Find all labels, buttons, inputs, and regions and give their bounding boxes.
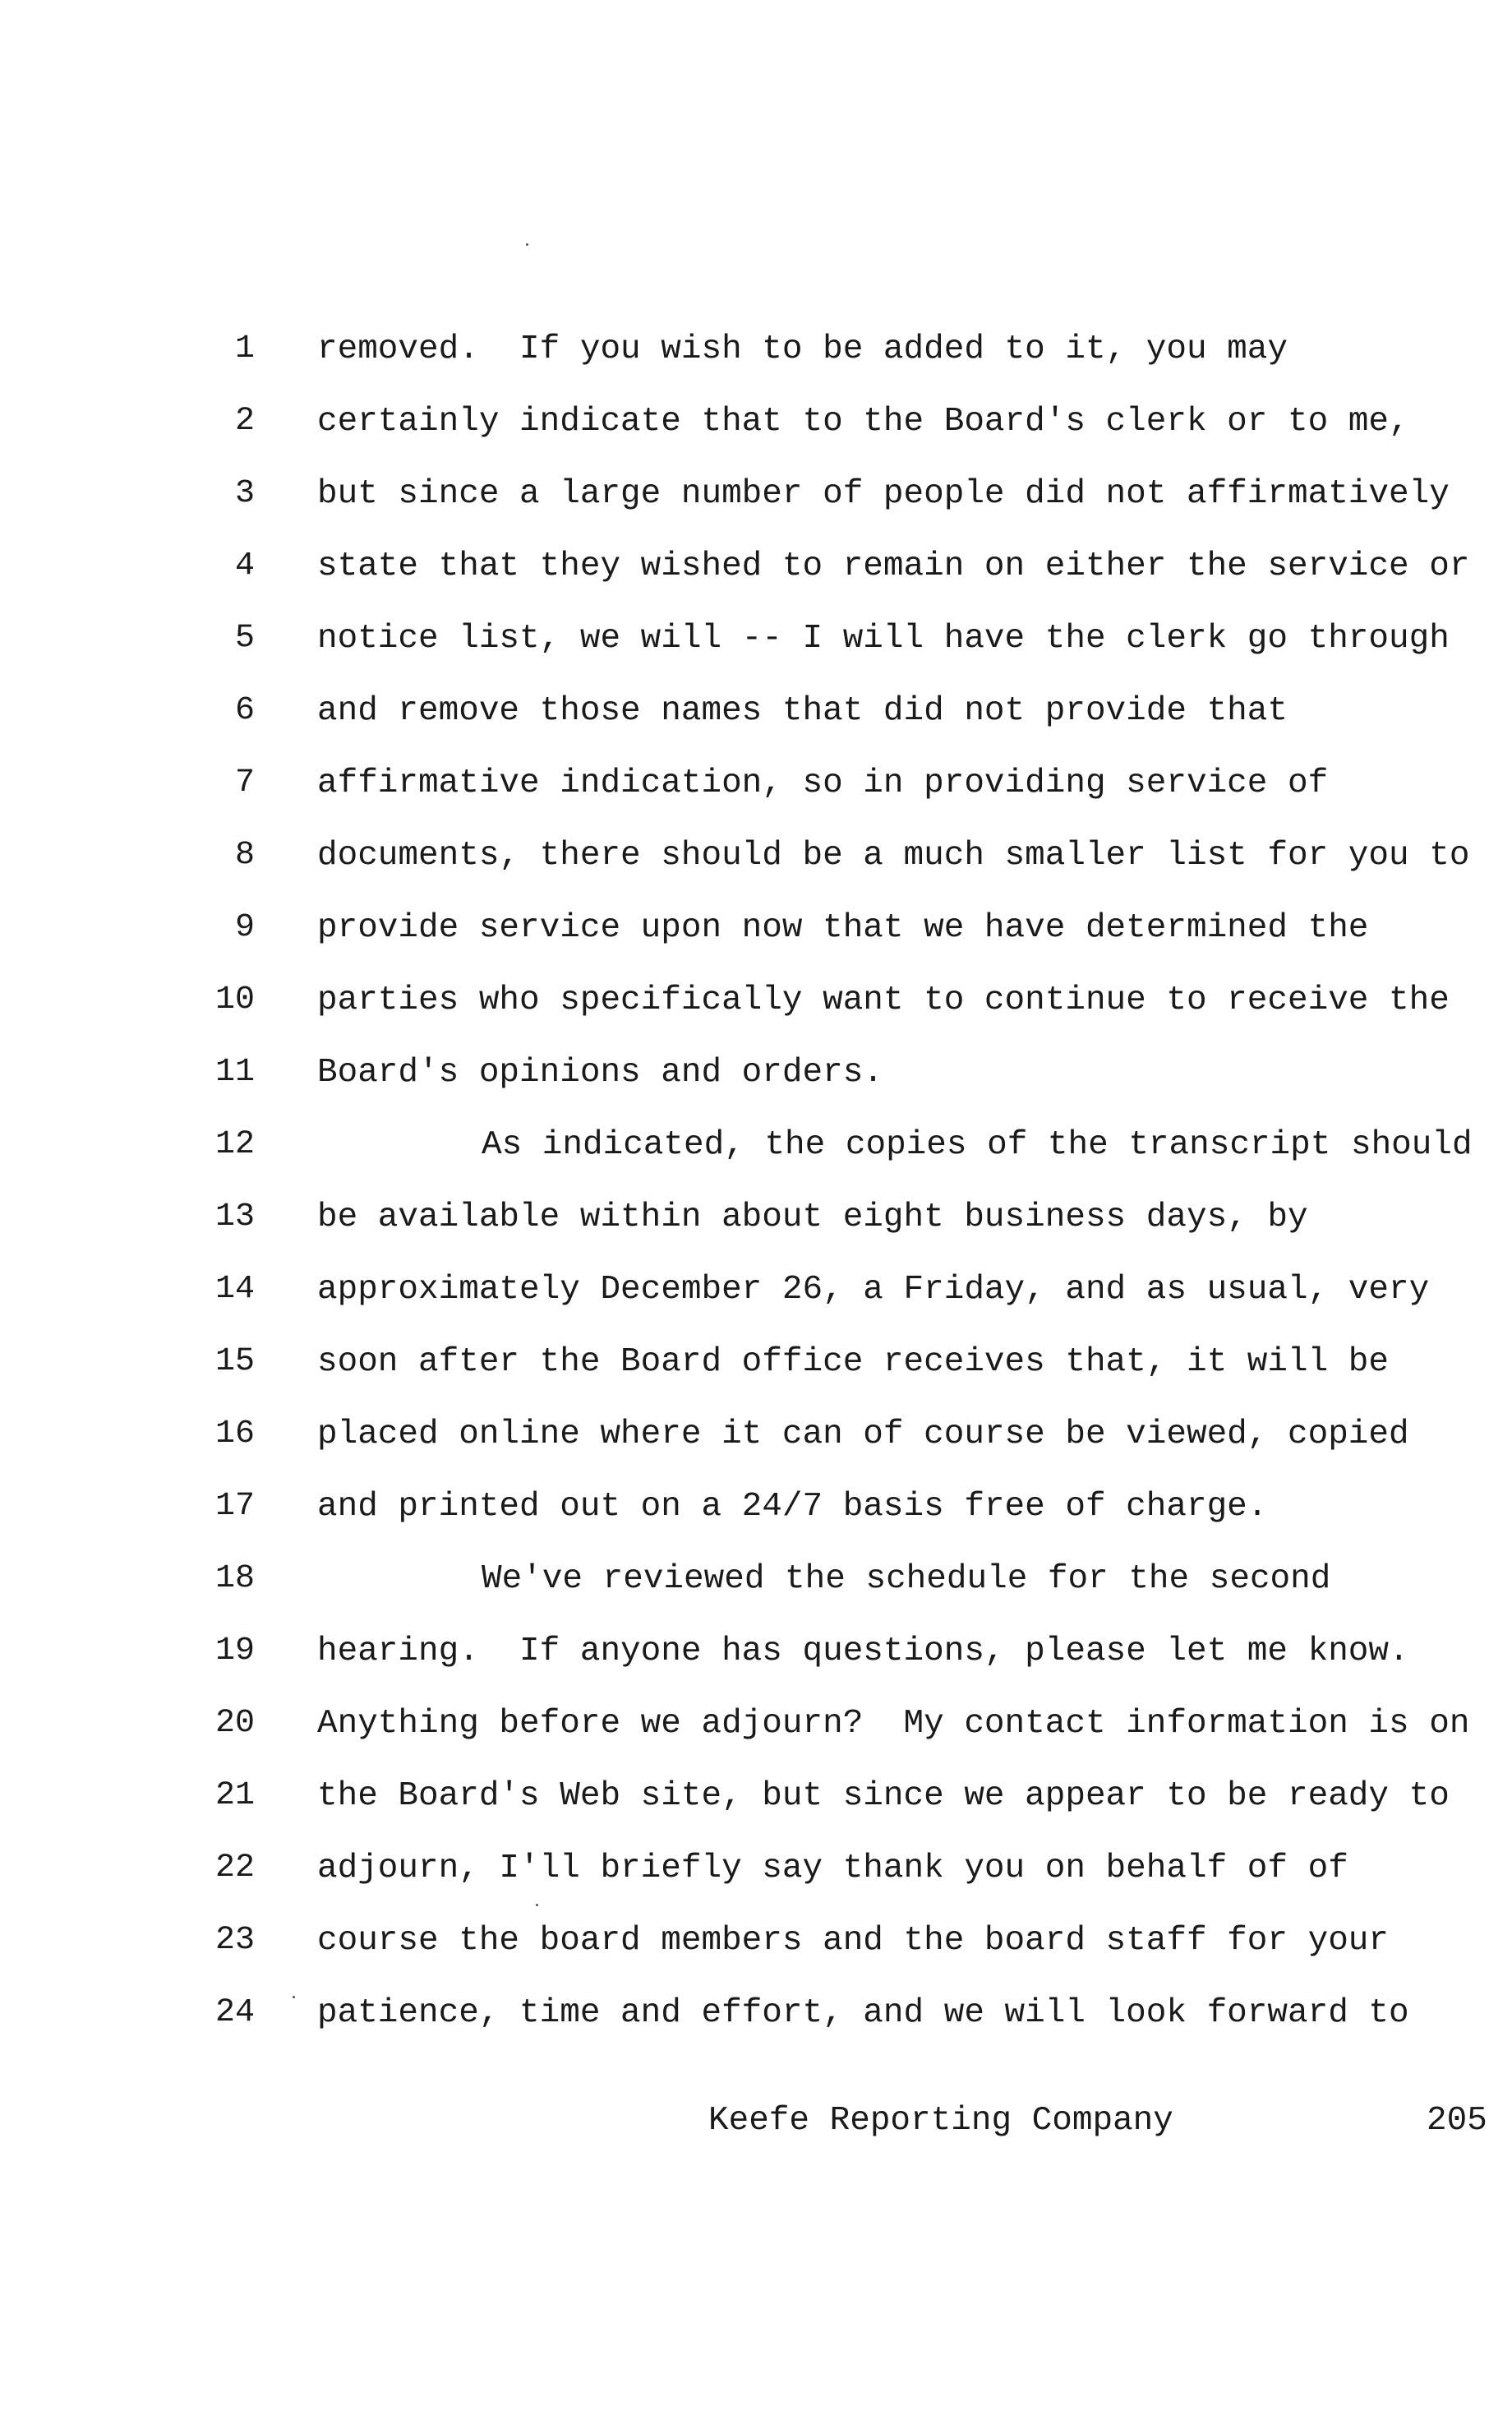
line-number: 17 bbox=[214, 1488, 255, 1525]
transcript-line bbox=[0, 1543, 1512, 1615]
line-number: 5 bbox=[234, 620, 255, 657]
transcript-line bbox=[0, 1832, 1512, 1905]
transcript-line bbox=[0, 603, 1512, 675]
line-text: and printed out on a 24/7 basis free of charge. bbox=[317, 1488, 1268, 1526]
line-text: As indicated, the copies of the transcript should bbox=[482, 1126, 1473, 1164]
line-text: removed. If you wish to be added to it, you may bbox=[317, 330, 1288, 368]
transcript-line bbox=[0, 313, 1512, 386]
line-text: Board's opinions and orders. bbox=[317, 1054, 883, 1092]
transcript-line bbox=[0, 1326, 1512, 1398]
line-text: approximately December 26, a Friday, and as usual, very bbox=[317, 1271, 1430, 1309]
line-text: but since a large number of people did not affirmatively bbox=[317, 475, 1450, 513]
scan-speck bbox=[526, 243, 528, 246]
line-number: 2 bbox=[234, 403, 255, 440]
footer-company-name: Keefe Reporting Company bbox=[708, 2102, 1173, 2140]
line-number: 16 bbox=[214, 1416, 255, 1452]
line-number: 10 bbox=[214, 981, 255, 1018]
line-text: adjourn, I'll briefly say thank you on behalf of of bbox=[317, 1850, 1348, 1887]
transcript-line bbox=[0, 1760, 1512, 1832]
line-number: 19 bbox=[214, 1633, 255, 1670]
scan-speck bbox=[293, 1996, 295, 1998]
line-number: 23 bbox=[214, 1922, 255, 1959]
line-number: 13 bbox=[214, 1198, 255, 1235]
transcript-line bbox=[0, 747, 1512, 820]
transcript-line bbox=[0, 386, 1512, 458]
line-text: and remove those names that did not provide that bbox=[317, 692, 1288, 730]
footer-page-number: 205 bbox=[1427, 2102, 1487, 2140]
line-number: 8 bbox=[234, 837, 255, 874]
transcript-line bbox=[0, 1977, 1512, 2049]
line-text: documents, there should be a much smaller list for you to bbox=[317, 837, 1470, 875]
line-text: course the board members and the board staff for your bbox=[317, 1922, 1390, 1960]
transcript-line bbox=[0, 1181, 1512, 1254]
line-number: 4 bbox=[234, 547, 255, 584]
transcript-line bbox=[0, 964, 1512, 1037]
transcript-line bbox=[0, 1037, 1512, 1109]
line-number: 14 bbox=[214, 1271, 255, 1308]
line-text: parties who specifically want to continue to receive the bbox=[317, 981, 1450, 1019]
line-number: 6 bbox=[234, 692, 255, 729]
line-text: soon after the Board office receives that, it will be bbox=[317, 1343, 1390, 1381]
line-text: placed online where it can of course be viewed, copied bbox=[317, 1416, 1409, 1453]
line-text: hearing. If anyone has questions, please let me know. bbox=[317, 1633, 1409, 1670]
line-number: 20 bbox=[214, 1705, 255, 1742]
line-number: 9 bbox=[234, 909, 255, 946]
line-number: 21 bbox=[214, 1777, 255, 1814]
transcript-line bbox=[0, 892, 1512, 964]
line-text: the Board's Web site, but since we appear to be ready to bbox=[317, 1777, 1450, 1815]
line-number: 7 bbox=[234, 764, 255, 801]
line-number: 1 bbox=[234, 330, 255, 367]
transcript-line bbox=[0, 530, 1512, 603]
transcript-line bbox=[0, 1905, 1512, 1977]
transcript-line bbox=[0, 1398, 1512, 1471]
transcript-line bbox=[0, 1615, 1512, 1688]
transcript-line bbox=[0, 1688, 1512, 1760]
transcript-line bbox=[0, 1109, 1512, 1181]
line-number: 15 bbox=[214, 1343, 255, 1380]
scan-speck bbox=[536, 1904, 538, 1906]
line-number: 24 bbox=[214, 1994, 255, 2031]
transcript-line bbox=[0, 1471, 1512, 1543]
line-text: be available within about eight business days, by bbox=[317, 1198, 1308, 1236]
line-number: 12 bbox=[214, 1126, 255, 1163]
line-text: state that they wished to remain on either the service or bbox=[317, 547, 1470, 585]
transcript-line bbox=[0, 458, 1512, 530]
line-text: certainly indicate that to the Board's clerk or to me, bbox=[317, 403, 1409, 441]
line-text: Anything before we adjourn? My contact information is on bbox=[317, 1705, 1470, 1743]
line-text: provide service upon now that we have determined the bbox=[317, 909, 1369, 947]
line-number: 11 bbox=[214, 1054, 255, 1091]
line-text: patience, time and effort, and we will look forward to bbox=[317, 1994, 1409, 2032]
transcript-line bbox=[0, 675, 1512, 747]
line-text: affirmative indication, so in providing service of bbox=[317, 764, 1329, 802]
line-number: 3 bbox=[234, 475, 255, 512]
transcript-line bbox=[0, 820, 1512, 892]
line-number: 22 bbox=[214, 1850, 255, 1887]
line-text: We've reviewed the schedule for the second bbox=[482, 1560, 1331, 1598]
line-number: 18 bbox=[214, 1560, 255, 1597]
transcript-line bbox=[0, 1254, 1512, 1326]
line-text: notice list, we will -- I will have the clerk go through bbox=[317, 620, 1450, 658]
